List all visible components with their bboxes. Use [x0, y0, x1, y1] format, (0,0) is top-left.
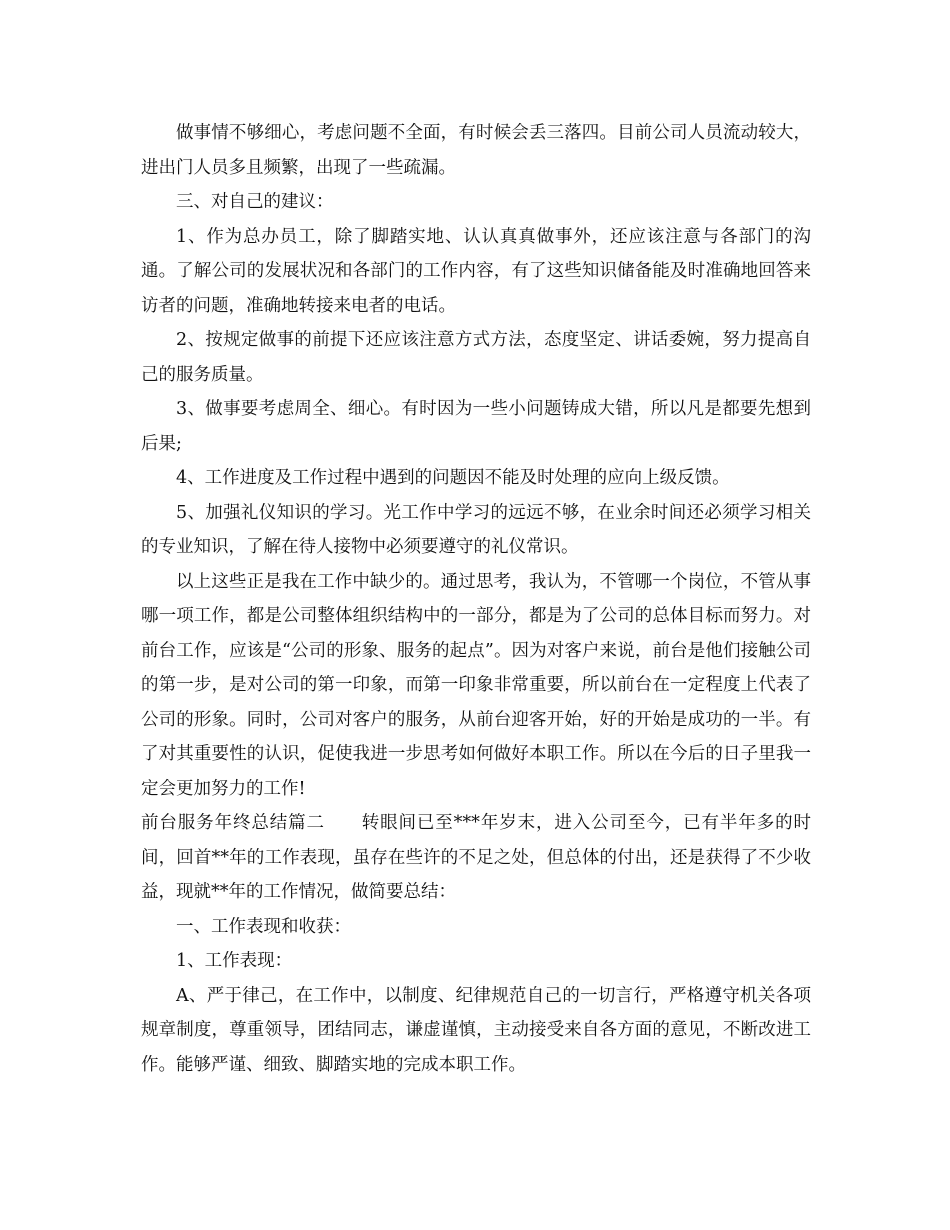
paragraph-suggestion-1: 1、作为总办员工，除了脚踏实地、认认真真做事外，还应该注意与各部门的沟通。了解公司的发展状况和各部门的工作内容，有了这些知识储备能及时准确地回答来访者的问题，准确地转接来电者的电话。	[141, 226, 811, 316]
paragraph-suggestion-5: 5、加强礼仪知识的学习。光工作中学习的远远不够，在业余时间还必须学习相关的专业知识，了解在待人接物中必须要遵守的礼仪常识。	[141, 502, 811, 557]
heading-work-performance: 1、工作表现：	[176, 951, 293, 971]
paragraph-self-discipline: A、严于律己，在工作中，以制度、纪律规范自己的一切言行，严格遵守机关各项规章制度，尊重领导，团结同志，谦虚谨慎，主动接受来自各方面的意见，不断改进工作。能够严谨、细致、脚踏实地的完成本职工作。	[141, 985, 811, 1075]
paragraph-suggestion-2: 2、按规定做事的前提下还应该注意方式方法，态度坚定、讲话委婉，努力提高自己的服务质量。	[141, 330, 811, 385]
paragraph-suggestion-4: 4、工作进度及工作过程中遇到的问题因不能及时处理的应向上级反馈。	[176, 468, 730, 488]
document-page	[141, 116, 811, 1082]
heading-suggestions: 三、对自己的建议：	[176, 192, 334, 212]
heading-performance-and-gains: 一、工作表现和收获：	[176, 916, 351, 937]
paragraph-part-two-intro: 前台服务年终总结篇二 转眼间已至***年岁末，进入公司至今，已有半年多的时间，回首**年的工作表现，虽存在些许的不足之处，但总体的付出，还是获得了不少收益，现就**年的工作情况，做简要总结：	[141, 813, 811, 902]
paragraph-carelessness: 做事情不够细心，考虑问题不全面，有时候会丢三落四。目前公司人员流动较大，进出门人员多且频繁，出现了一些疏漏。	[141, 123, 811, 178]
paragraph-reflection: 以上这些正是我在工作中缺少的。通过思考，我认为，不管哪一个岗位，不管从事哪一项工作，都是公司整体组织结构中的一部分，都是为了公司的总体目标而努力。对前台工作，应该是“公司的形象、服务的起点”。因为对客户来说，前台是他们接触公司的第一步，是对公司的第一印象，而第一印象非常重要，所以前台在一定程度上代表了公司的形象。同时，公司对客户的服务，从前台迎客开始，好的开始是成功的一半。有了对其重要性的认识，促使我进一步思考如何做好本职工作。所以在今后的日子里我一定会更加努力的工作!	[141, 571, 811, 799]
paragraph-suggestion-3: 3、做事要考虑周全、细心。有时因为一些小问题铸成大错，所以凡是都要先想到后果;	[141, 399, 811, 454]
